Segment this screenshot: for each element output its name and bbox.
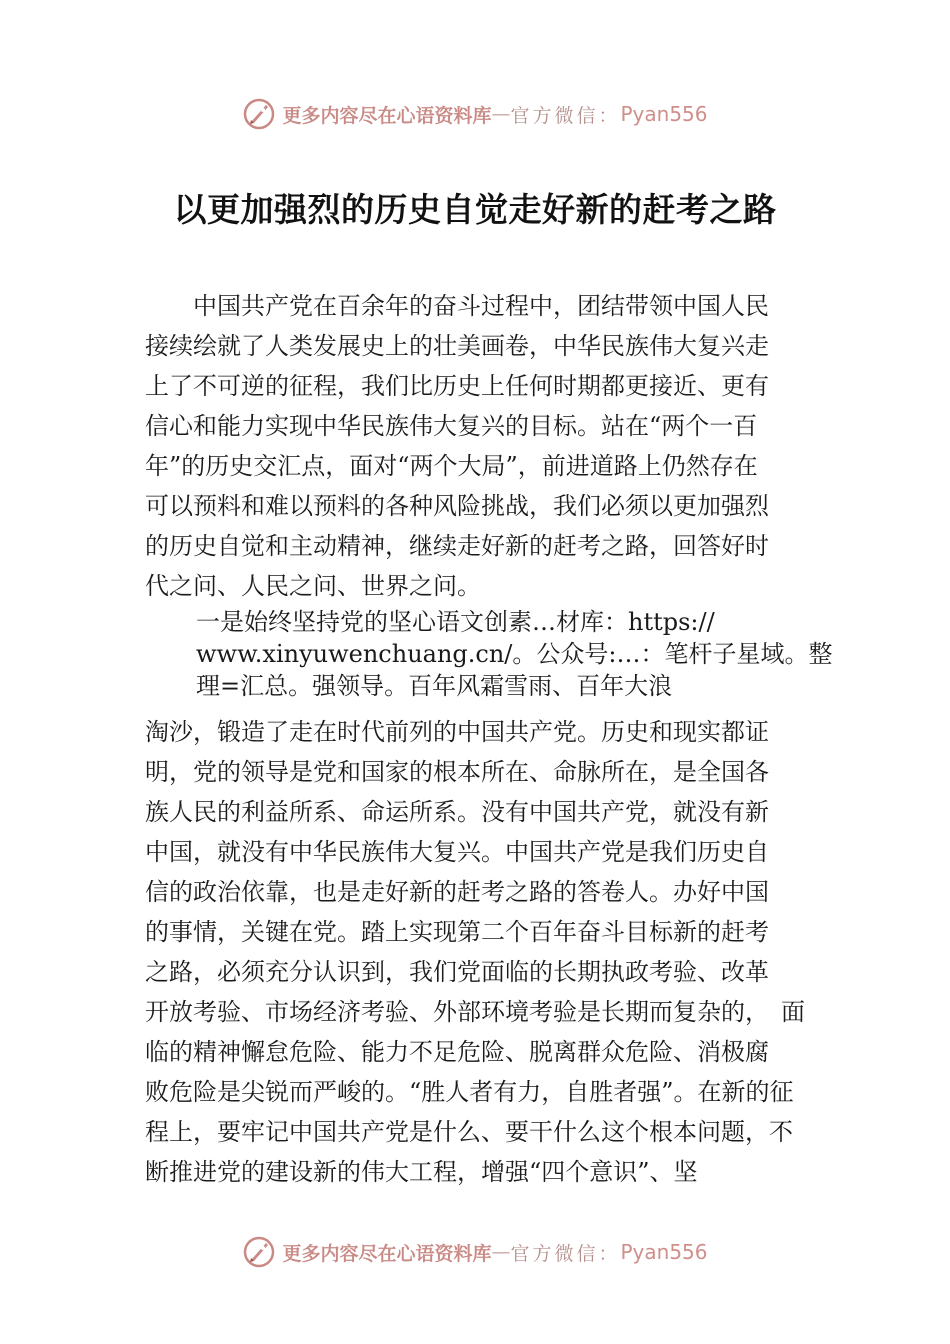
- banner-wechat-handle: Pyan556: [620, 1240, 708, 1264]
- paragraph-point-one-heading: [196, 606, 833, 702]
- text-line: 程上，要牢记中国共产党是什么、要干什么这个根本问题，不: [145, 1118, 793, 1146]
- text-line: 淘沙，锻造了走在时代前列的中国共产党。历史和现实都证: [145, 718, 769, 746]
- document-title: 以更加强烈的历史自觉走好新的赶考之路: [173, 190, 777, 229]
- text-line: 的事情，关键在党。踏上实现第二个百年奋斗目标新的赶考: [145, 918, 769, 946]
- feather-pen-logo-icon: [242, 1235, 276, 1269]
- banner-separator: —: [491, 1241, 511, 1263]
- text-line: 明，党的领导是党和国家的根本所在、命脉所在，是全国各: [145, 758, 769, 786]
- text-line: 族人民的利益所系、命运所系。没有中国共产党，就没有新: [145, 798, 769, 826]
- text-line: 的历史自觉和主动精神，继续走好新的赶考之路，回答好时: [145, 532, 769, 560]
- text-line: 临的精神懈怠危险、能力不足危险、脱离群众危险、消极腐: [145, 1038, 769, 1066]
- banner-wechat-handle: Pyan556: [620, 102, 708, 126]
- text-line: 中国，就没有中华民族伟大复兴。中国共产党是我们历史自: [145, 838, 769, 866]
- text-line: 中国共产党在百余年的奋斗过程中，团结带领中国人民: [145, 292, 769, 320]
- text-line: 一是始终坚持党的坚心语文创素…材库：https://: [196, 608, 715, 636]
- text-line: 断推进党的建设新的伟大工程，增强“四个意识”、坚: [145, 1158, 698, 1186]
- text-line: 代之问、人民之问、世界之问。: [145, 572, 481, 600]
- text-line: 信心和能力实现中华民族伟大复兴的目标。站在“两个一百: [145, 412, 758, 440]
- text-line: 接续绘就了人类发展史上的壮美画卷，中华民族伟大复兴走: [145, 332, 769, 360]
- text-line: 年”的历史交汇点，面对“两个大局”，前进道路上仍然存在: [145, 452, 758, 480]
- text-line: www.xinyuwenchuang.cn/。公众号:…：笔杆子星域。整: [196, 640, 833, 668]
- header-banner: [0, 92, 950, 136]
- paragraph-intro: [145, 286, 815, 606]
- footer-banner: [0, 1230, 950, 1274]
- text-line: 败危险是尖锐而严峻的。“胜人者有力，自胜者强”。在新的征: [145, 1078, 794, 1106]
- text-line: 可以预料和难以预料的各种风险挑战，我们必须以更加强烈: [145, 492, 769, 520]
- text-line: 开放考验、市场经济考验、外部环境考验是长期而复杂的， 面: [145, 998, 805, 1026]
- paragraph-point-one-body: [145, 712, 815, 1192]
- text-line: 上了不可逆的征程，我们比历史上任何时期都更接近、更有: [145, 372, 769, 400]
- text-line: 信的政治依靠，也是走好新的赶考之路的答卷人。办好中国: [145, 878, 769, 906]
- banner-separator: —: [491, 103, 511, 125]
- text-line: 理=汇总。强领导。百年风霜雪雨、百年大浪: [196, 672, 673, 700]
- banner-wechat-label: 官方微信：: [510, 104, 621, 127]
- banner-brand: 更多内容尽在心语资料库: [282, 104, 492, 127]
- banner-wechat-label: 官方微信：: [510, 1242, 621, 1265]
- text-line: 之路，必须充分认识到，我们党面临的长期执政考验、改革: [145, 958, 769, 986]
- feather-pen-logo-icon: [242, 97, 276, 131]
- banner-brand: 更多内容尽在心语资料库: [282, 1242, 492, 1265]
